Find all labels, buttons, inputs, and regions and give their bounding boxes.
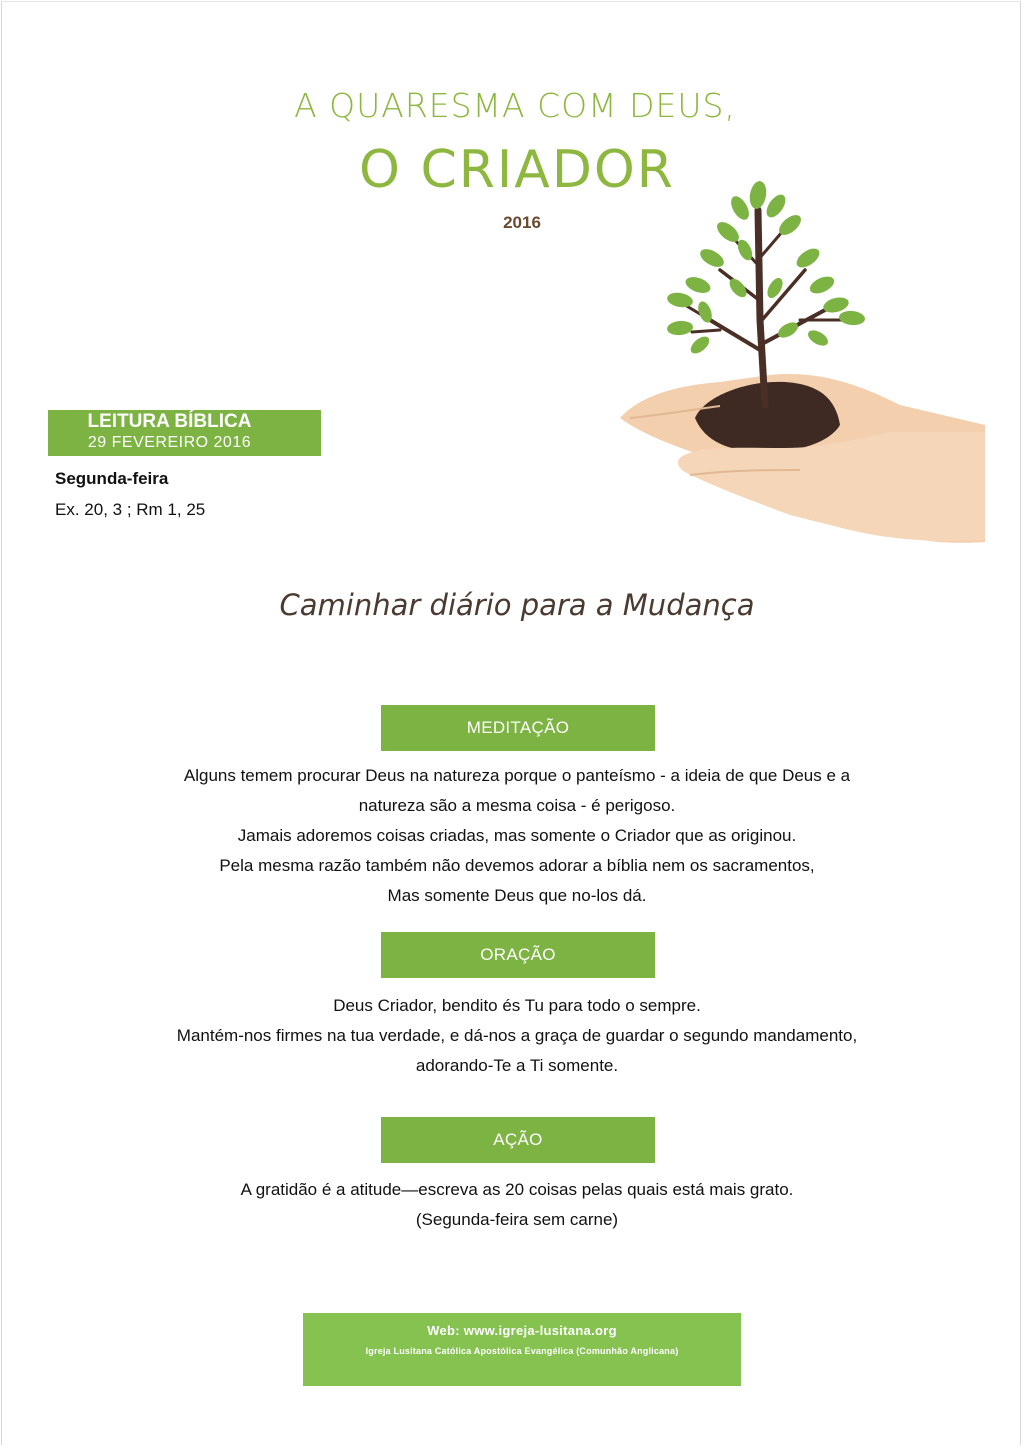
prayer-line: Mantém-nos firmes na tua verdade, e dá-nos a graça de guardar o segundo mandamento,: [176, 1026, 858, 1045]
title-line-2: O CRIADOR: [359, 140, 675, 200]
title-line-1: A QUARESMA COM DEUS,: [294, 86, 736, 125]
front-hand-shape: [678, 432, 985, 541]
reading-header-box: [48, 410, 321, 456]
prayer-line: adorando-Te a Ti somente.: [415, 1056, 619, 1075]
bible-references: Ex. 20, 3 ; Rm 1, 25: [55, 500, 206, 519]
meditation-line: Alguns temem procurar Deus na natureza porque o panteísmo - a ideia de que Deus e a: [183, 766, 851, 785]
action-text: [60, 1175, 974, 1235]
meditation-line: Mas somente Deus que no-los dá.: [387, 886, 647, 905]
action-label: AÇÃO: [381, 1117, 655, 1163]
prayer-label: ORAÇÃO: [381, 932, 655, 978]
tree-leaves: [666, 180, 866, 357]
prayer-text: [60, 991, 974, 1081]
tree-in-hands-icon: [600, 170, 1000, 560]
meditation-line: natureza são a mesma coisa - é perigoso.: [358, 796, 676, 815]
meditation-label: MEDITAÇÃO: [381, 705, 655, 751]
motto-heading: Caminhar diário para a Mudança: [279, 588, 755, 622]
meditation-text: [60, 761, 974, 911]
weekday-label: Segunda-feira: [55, 469, 169, 488]
meditation-line: Pela mesma razão também não devemos adorar a bíblia nem os sacramentos,: [219, 856, 815, 875]
reading-title: LEITURA BÍBLICA: [87, 411, 252, 432]
prayer-line: Deus Criador, bendito és Tu para todo o sempre.: [333, 996, 701, 1015]
action-line: A gratidão é a atitude—escreva as 20 coisas pelas quais está mais grato.: [240, 1180, 794, 1199]
meditation-line: Jamais adoremos coisas criadas, mas somente o Criador que as originou.: [237, 826, 797, 845]
footer-web-link[interactable]: Web: www.igreja-lusitana.org: [427, 1323, 617, 1338]
action-line: (Segunda-feira sem carne): [415, 1210, 619, 1229]
year-label: 2016: [503, 213, 541, 232]
reading-date: 29 FEVEREIRO 2016: [87, 434, 252, 451]
footer-organization: Igreja Lusitana Católica Apostólica Evangélica (Comunhão Anglicana): [365, 1346, 679, 1356]
footer-box: [303, 1313, 741, 1386]
